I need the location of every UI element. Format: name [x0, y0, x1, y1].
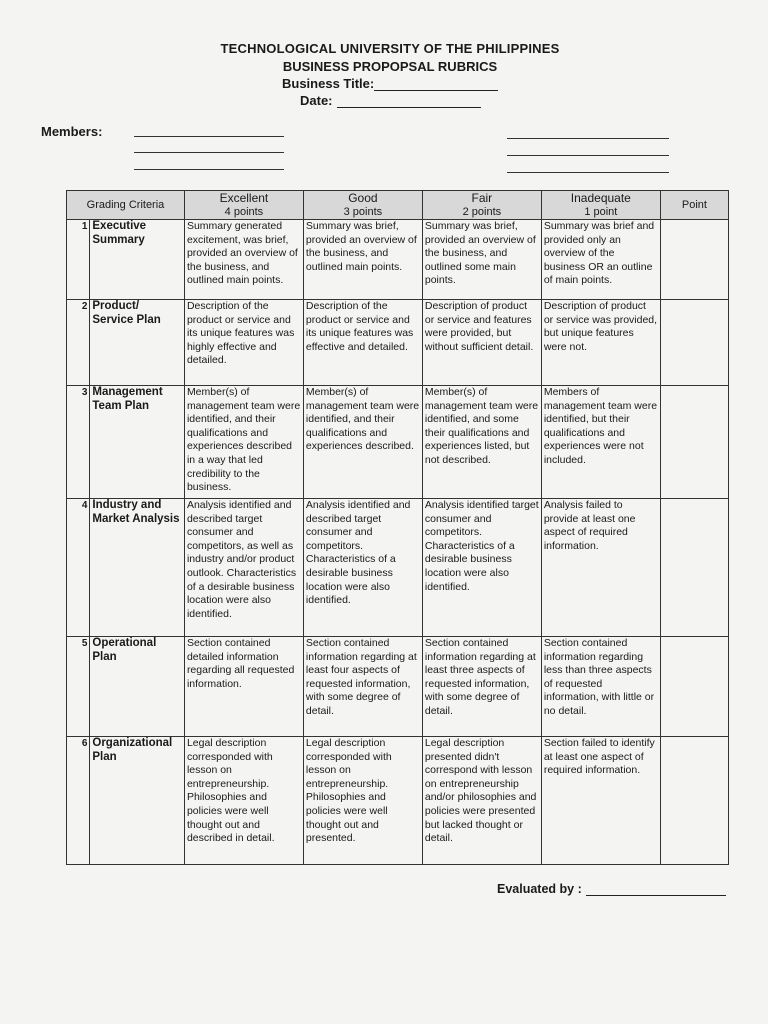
row-number: 3 [67, 386, 90, 499]
table-row [67, 637, 729, 737]
cell-good: Section contained information regarding at least four aspects of requested information, with some degree of detail. [303, 637, 422, 737]
cell-fair: Summary was brief, provided an overview of the business, and outlined some main points. [422, 220, 541, 300]
cell-fair: Description of product or service and features were provided, but without sufficient detail. [422, 300, 541, 386]
cell-point [660, 499, 728, 637]
business-title-label: Business Title: [282, 76, 375, 91]
table-header-row [67, 191, 729, 220]
cell-good: Description of the product or service and its unique features was effective and detailed. [303, 300, 422, 386]
cell-point [660, 637, 728, 737]
inadequate-label: Inadequate [570, 190, 631, 205]
table-row [67, 737, 729, 865]
evaluated-by-field [497, 882, 726, 896]
cell-fair: Section contained information regarding at least three aspects of requested information, with some degree of detail. [422, 637, 541, 737]
header-point: Point [660, 191, 728, 220]
cell-excellent: Member(s) of management team were identified, and their qualifications and experiences described in a way that led credibility to the business. [184, 386, 303, 499]
fair-points: 2 points [462, 205, 502, 218]
members-label: Members: [41, 124, 103, 139]
fair-label: Fair [471, 190, 493, 205]
date-field [300, 93, 481, 108]
cell-good: Summary was brief, provided an overview of the business, and outlined main points. [303, 220, 422, 300]
cell-excellent: Section contained detailed information regarding all requested information. [184, 637, 303, 737]
member-line-4 [507, 138, 669, 139]
table-row [67, 220, 729, 300]
date-label: Date: [300, 93, 333, 108]
date-line [337, 95, 481, 108]
table-row [67, 386, 729, 499]
cell-excellent: Legal description corresponded with lesson on entrepreneurship. Philosophies and policies were well thought out and described in detail. [184, 737, 303, 865]
cell-point [660, 737, 728, 865]
row-criteria: Organizational Plan [90, 737, 185, 865]
row-number: 5 [67, 637, 90, 737]
cell-good: Analysis identified and described target consumer and competitors. Characteristics of a desirable business location were also identified. [303, 499, 422, 637]
member-line-6 [507, 172, 669, 173]
university-title: TECHNOLOGICAL UNIVERSITY OF THE PHILIPPINES [220, 41, 560, 56]
cell-inadequate: Description of product or service was provided, but unique features were not. [541, 300, 660, 386]
cell-inadequate: Section contained information regarding less than three aspects of requested information, with little or no detail. [541, 637, 660, 737]
cell-fair: Member(s) of management team were identified, and some their qualifications and experiences listed, but not described. [422, 386, 541, 499]
excellent-label: Excellent [219, 190, 269, 205]
header-fair [422, 191, 541, 220]
cell-excellent: Analysis identified and described target consumer and competitors, as well as industry and/or product outlook. Characteristics of a desirable business location were also identified. [184, 499, 303, 637]
cell-excellent: Summary generated excitement, was brief, provided an overview of the business, and outlined main points. [184, 220, 303, 300]
business-title-line [374, 78, 498, 91]
header-inadequate [541, 191, 660, 220]
cell-good: Legal description corresponded with lesson on entrepreneurship. Philosophies and policies were well thought out and presented. [303, 737, 422, 865]
cell-point [660, 300, 728, 386]
header-grading-criteria: Grading Criteria [67, 191, 185, 220]
member-line-1 [134, 136, 284, 137]
header-excellent [184, 191, 303, 220]
rubric-table [66, 190, 729, 865]
evaluated-by-label: Evaluated by : [497, 882, 582, 896]
good-label: Good [348, 190, 378, 205]
row-criteria: Product/ Service Plan [90, 300, 185, 386]
evaluated-by-line [586, 883, 726, 896]
excellent-points: 4 points [224, 205, 264, 218]
row-number: 4 [67, 499, 90, 637]
cell-good: Member(s) of management team were identified, and their qualifications and experiences described. [303, 386, 422, 499]
cell-inadequate: Summary was brief and provided only an overview of the business OR an outline of main points. [541, 220, 660, 300]
inadequate-points: 1 point [584, 205, 618, 218]
cell-inadequate: Members of management team were identified, but their qualifications and experiences were not included. [541, 386, 660, 499]
row-number: 1 [67, 220, 90, 300]
member-line-2 [134, 152, 284, 153]
cell-inadequate: Analysis failed to provide at least one aspect of required information. [541, 499, 660, 637]
cell-fair: Legal description presented didn't correspond with lesson on entrepreneurship and/or philosophies and policies were presented but lacked thought or detail. [422, 737, 541, 865]
table-row [67, 499, 729, 637]
header-good [303, 191, 422, 220]
row-criteria: Industry and Market Analysis [90, 499, 185, 637]
member-line-5 [507, 155, 669, 156]
cell-inadequate: Section failed to identify at least one aspect of required information. [541, 737, 660, 865]
cell-excellent: Description of the product or service and its unique features was highly effective and detailed. [184, 300, 303, 386]
cell-fair: Analysis identified target consumer and competitors. Characteristics of a desirable business location were also identified. [422, 499, 541, 637]
cell-point [660, 386, 728, 499]
row-number: 2 [67, 300, 90, 386]
row-criteria: Management Team Plan [90, 386, 185, 499]
row-criteria: Operational Plan [90, 637, 185, 737]
row-criteria: Executive Summary [90, 220, 185, 300]
member-line-3 [134, 169, 284, 170]
rubric-subtitle: BUSINESS PROPOPSAL RUBRICS [282, 59, 498, 74]
cell-point [660, 220, 728, 300]
good-points: 3 points [343, 205, 383, 218]
row-number: 6 [67, 737, 90, 865]
business-title-field [282, 76, 498, 91]
table-row [67, 300, 729, 386]
